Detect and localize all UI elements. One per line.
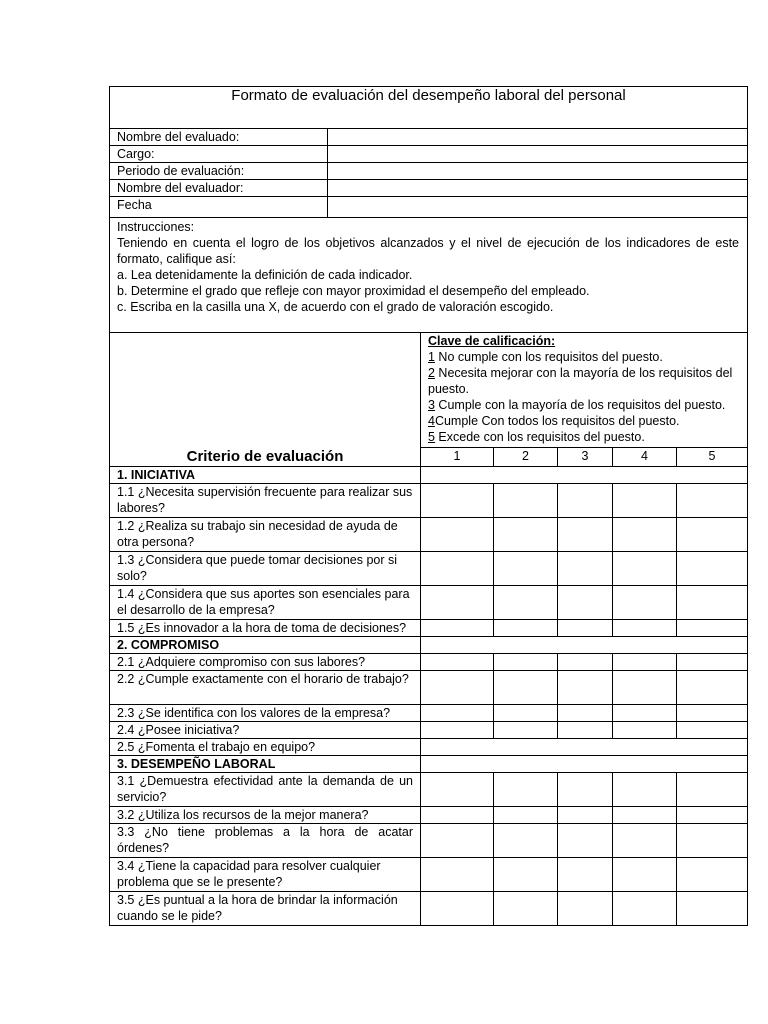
instructions-step: c. Escriba en la casilla una X, de acuerdo con el grado de valoración escogido.: [117, 300, 554, 314]
field-input-fecha[interactable]: [328, 197, 748, 218]
rating-cell[interactable]: [558, 722, 613, 739]
rating-cell[interactable]: [558, 586, 613, 620]
question: 3.2 ¿Utiliza los recursos de la mejor manera?: [110, 807, 421, 824]
field-input-periodo[interactable]: [328, 163, 748, 180]
question: 2.1 ¿Adquiere compromiso con sus labores?: [110, 654, 421, 671]
question: 2.2 ¿Cumple exactamente con el horario de trabajo?: [110, 671, 421, 705]
question: 1.1 ¿Necesita supervisión frecuente para realizar sus labores?: [110, 484, 421, 518]
rating-cell[interactable]: [494, 586, 558, 620]
scale-header-1: 1: [421, 448, 494, 467]
section-title: 1. INICIATIVA: [110, 467, 421, 484]
evaluation-form: [109, 86, 747, 926]
question: 1.4 ¿Considera que sus aportes son esenciales para el desarrollo de la empresa?: [110, 586, 421, 620]
field-label-cargo: Cargo:: [110, 146, 328, 163]
field-input-evaluado[interactable]: [328, 129, 748, 146]
rating-cell[interactable]: [677, 654, 748, 671]
rating-cell[interactable]: [677, 671, 748, 705]
field-label-fecha: Fecha: [110, 197, 328, 218]
rating-cell[interactable]: [421, 671, 494, 705]
rating-key: [421, 333, 748, 448]
rating-cell-merged[interactable]: [421, 739, 748, 756]
rating-cell[interactable]: [494, 722, 558, 739]
field-input-cargo[interactable]: [328, 146, 748, 163]
rating-key-item: 1 No cumple con los requisitos del puesto.: [428, 350, 663, 364]
rating-cell[interactable]: [613, 671, 677, 705]
rating-cell[interactable]: [494, 824, 558, 858]
rating-cell[interactable]: [558, 671, 613, 705]
rating-cell[interactable]: [494, 654, 558, 671]
rating-cell[interactable]: [494, 892, 558, 926]
question: 3.1 ¿Demuestra efectividad ante la demanda de un servicio?: [110, 773, 421, 807]
rating-cell[interactable]: [613, 654, 677, 671]
rating-cell[interactable]: [421, 773, 494, 807]
rating-cell[interactable]: [494, 807, 558, 824]
rating-cell[interactable]: [613, 484, 677, 518]
scale-header-4: 4: [613, 448, 677, 467]
form-header-table: [109, 86, 748, 333]
rating-cell[interactable]: [558, 484, 613, 518]
instructions-heading: Instrucciones:: [117, 220, 195, 234]
rating-cell[interactable]: [421, 552, 494, 586]
rating-cell[interactable]: [558, 518, 613, 552]
rating-cell[interactable]: [613, 892, 677, 926]
rating-cell[interactable]: [494, 552, 558, 586]
rating-key-item: 3 Cumple con la mayoría de los requisitos del puesto.: [428, 398, 726, 412]
field-input-evaluador[interactable]: [328, 180, 748, 197]
instructions-step: b. Determine el grado que refleje con mayor proximidad el desempeño del empleado.: [117, 284, 590, 298]
rating-cell[interactable]: [558, 892, 613, 926]
rating-cell[interactable]: [421, 892, 494, 926]
rating-cell[interactable]: [613, 705, 677, 722]
rating-cell[interactable]: [613, 858, 677, 892]
rating-cell[interactable]: [421, 518, 494, 552]
section-title: 2. COMPROMISO: [110, 637, 421, 654]
criteria-header: Criterio de evaluación: [110, 333, 421, 467]
rating-cell[interactable]: [677, 858, 748, 892]
field-label-evaluador: Nombre del evaluador:: [110, 180, 328, 197]
rating-key-item: 5 Excede con los requisitos del puesto.: [428, 430, 645, 444]
section-blank: [421, 756, 748, 773]
rating-cell[interactable]: [677, 722, 748, 739]
rating-cell[interactable]: [494, 620, 558, 637]
rating-cell[interactable]: [558, 858, 613, 892]
rating-cell[interactable]: [558, 705, 613, 722]
section-title: 3. DESEMPEÑO LABORAL: [110, 756, 421, 773]
rating-cell[interactable]: [613, 807, 677, 824]
criteria-table: [109, 332, 748, 926]
rating-cell[interactable]: [421, 654, 494, 671]
rating-cell[interactable]: [494, 858, 558, 892]
rating-cell[interactable]: [421, 484, 494, 518]
rating-cell[interactable]: [613, 586, 677, 620]
rating-cell[interactable]: [421, 586, 494, 620]
rating-cell[interactable]: [494, 773, 558, 807]
rating-cell[interactable]: [494, 705, 558, 722]
rating-cell[interactable]: [613, 722, 677, 739]
question: 2.5 ¿Fomenta el trabajo en equipo?: [110, 739, 421, 756]
field-label-evaluado: Nombre del evaluado:: [110, 129, 328, 146]
rating-cell[interactable]: [677, 620, 748, 637]
rating-cell[interactable]: [677, 807, 748, 824]
field-label-periodo: Periodo de evaluación:: [110, 163, 328, 180]
rating-cell[interactable]: [558, 552, 613, 586]
instructions-step: a. Lea detenidamente la definición de cada indicador.: [117, 268, 413, 282]
rating-cell[interactable]: [558, 807, 613, 824]
rating-cell[interactable]: [677, 892, 748, 926]
section-blank: [421, 467, 748, 484]
rating-cell[interactable]: [677, 586, 748, 620]
rating-cell[interactable]: [613, 773, 677, 807]
rating-cell[interactable]: [421, 807, 494, 824]
section-blank: [421, 637, 748, 654]
rating-cell[interactable]: [613, 824, 677, 858]
rating-cell[interactable]: [494, 484, 558, 518]
rating-cell[interactable]: [421, 858, 494, 892]
rating-cell[interactable]: [494, 671, 558, 705]
rating-cell[interactable]: [558, 773, 613, 807]
question: 1.3 ¿Considera que puede tomar decisiones por si solo?: [110, 552, 421, 586]
rating-cell[interactable]: [677, 824, 748, 858]
rating-key-item: 4Cumple Con todos los requisitos del puesto.: [428, 414, 680, 428]
rating-cell[interactable]: [558, 654, 613, 671]
scale-header-5: 5: [677, 448, 748, 467]
question: 2.4 ¿Posee iniciativa?: [110, 722, 421, 739]
rating-cell[interactable]: [677, 552, 748, 586]
rating-cell[interactable]: [677, 773, 748, 807]
rating-cell[interactable]: [558, 824, 613, 858]
form-title: Formato de evaluación del desempeño laboral del personal: [110, 87, 748, 129]
rating-cell[interactable]: [677, 484, 748, 518]
instructions-block: [110, 218, 748, 333]
rating-cell[interactable]: [421, 824, 494, 858]
question: 1.5 ¿Es innovador a la hora de toma de decisiones?: [110, 620, 421, 637]
question: 3.3 ¿No tiene problemas a la hora de acatar órdenes?: [110, 824, 421, 858]
rating-key-heading: Clave de calificación:: [428, 334, 556, 348]
question: 2.3 ¿Se identifica con los valores de la empresa?: [110, 705, 421, 722]
rating-cell[interactable]: [421, 722, 494, 739]
rating-cell[interactable]: [421, 620, 494, 637]
question: 3.4 ¿Tiene la capacidad para resolver cualquier problema que se le presente?: [110, 858, 421, 892]
rating-cell[interactable]: [421, 705, 494, 722]
rating-cell[interactable]: [613, 552, 677, 586]
rating-cell[interactable]: [613, 518, 677, 552]
question: 1.2 ¿Realiza su trabajo sin necesidad de ayuda de otra persona?: [110, 518, 421, 552]
rating-cell[interactable]: [558, 620, 613, 637]
rating-cell[interactable]: [613, 620, 677, 637]
scale-header-2: 2: [494, 448, 558, 467]
rating-cell[interactable]: [677, 705, 748, 722]
instructions-intro: Teniendo en cuenta el logro de los objetivos alcanzados y el nivel de ejecución de los indicadores de este formato, califique así:: [117, 236, 740, 266]
rating-cell[interactable]: [677, 518, 748, 552]
rating-key-item: 2 Necesita mejorar con la mayoría de los requisitos del puesto.: [428, 366, 733, 396]
question: 3.5 ¿Es puntual a la hora de brindar la información cuando se le pide?: [110, 892, 421, 926]
rating-cell[interactable]: [494, 518, 558, 552]
scale-header-3: 3: [558, 448, 613, 467]
